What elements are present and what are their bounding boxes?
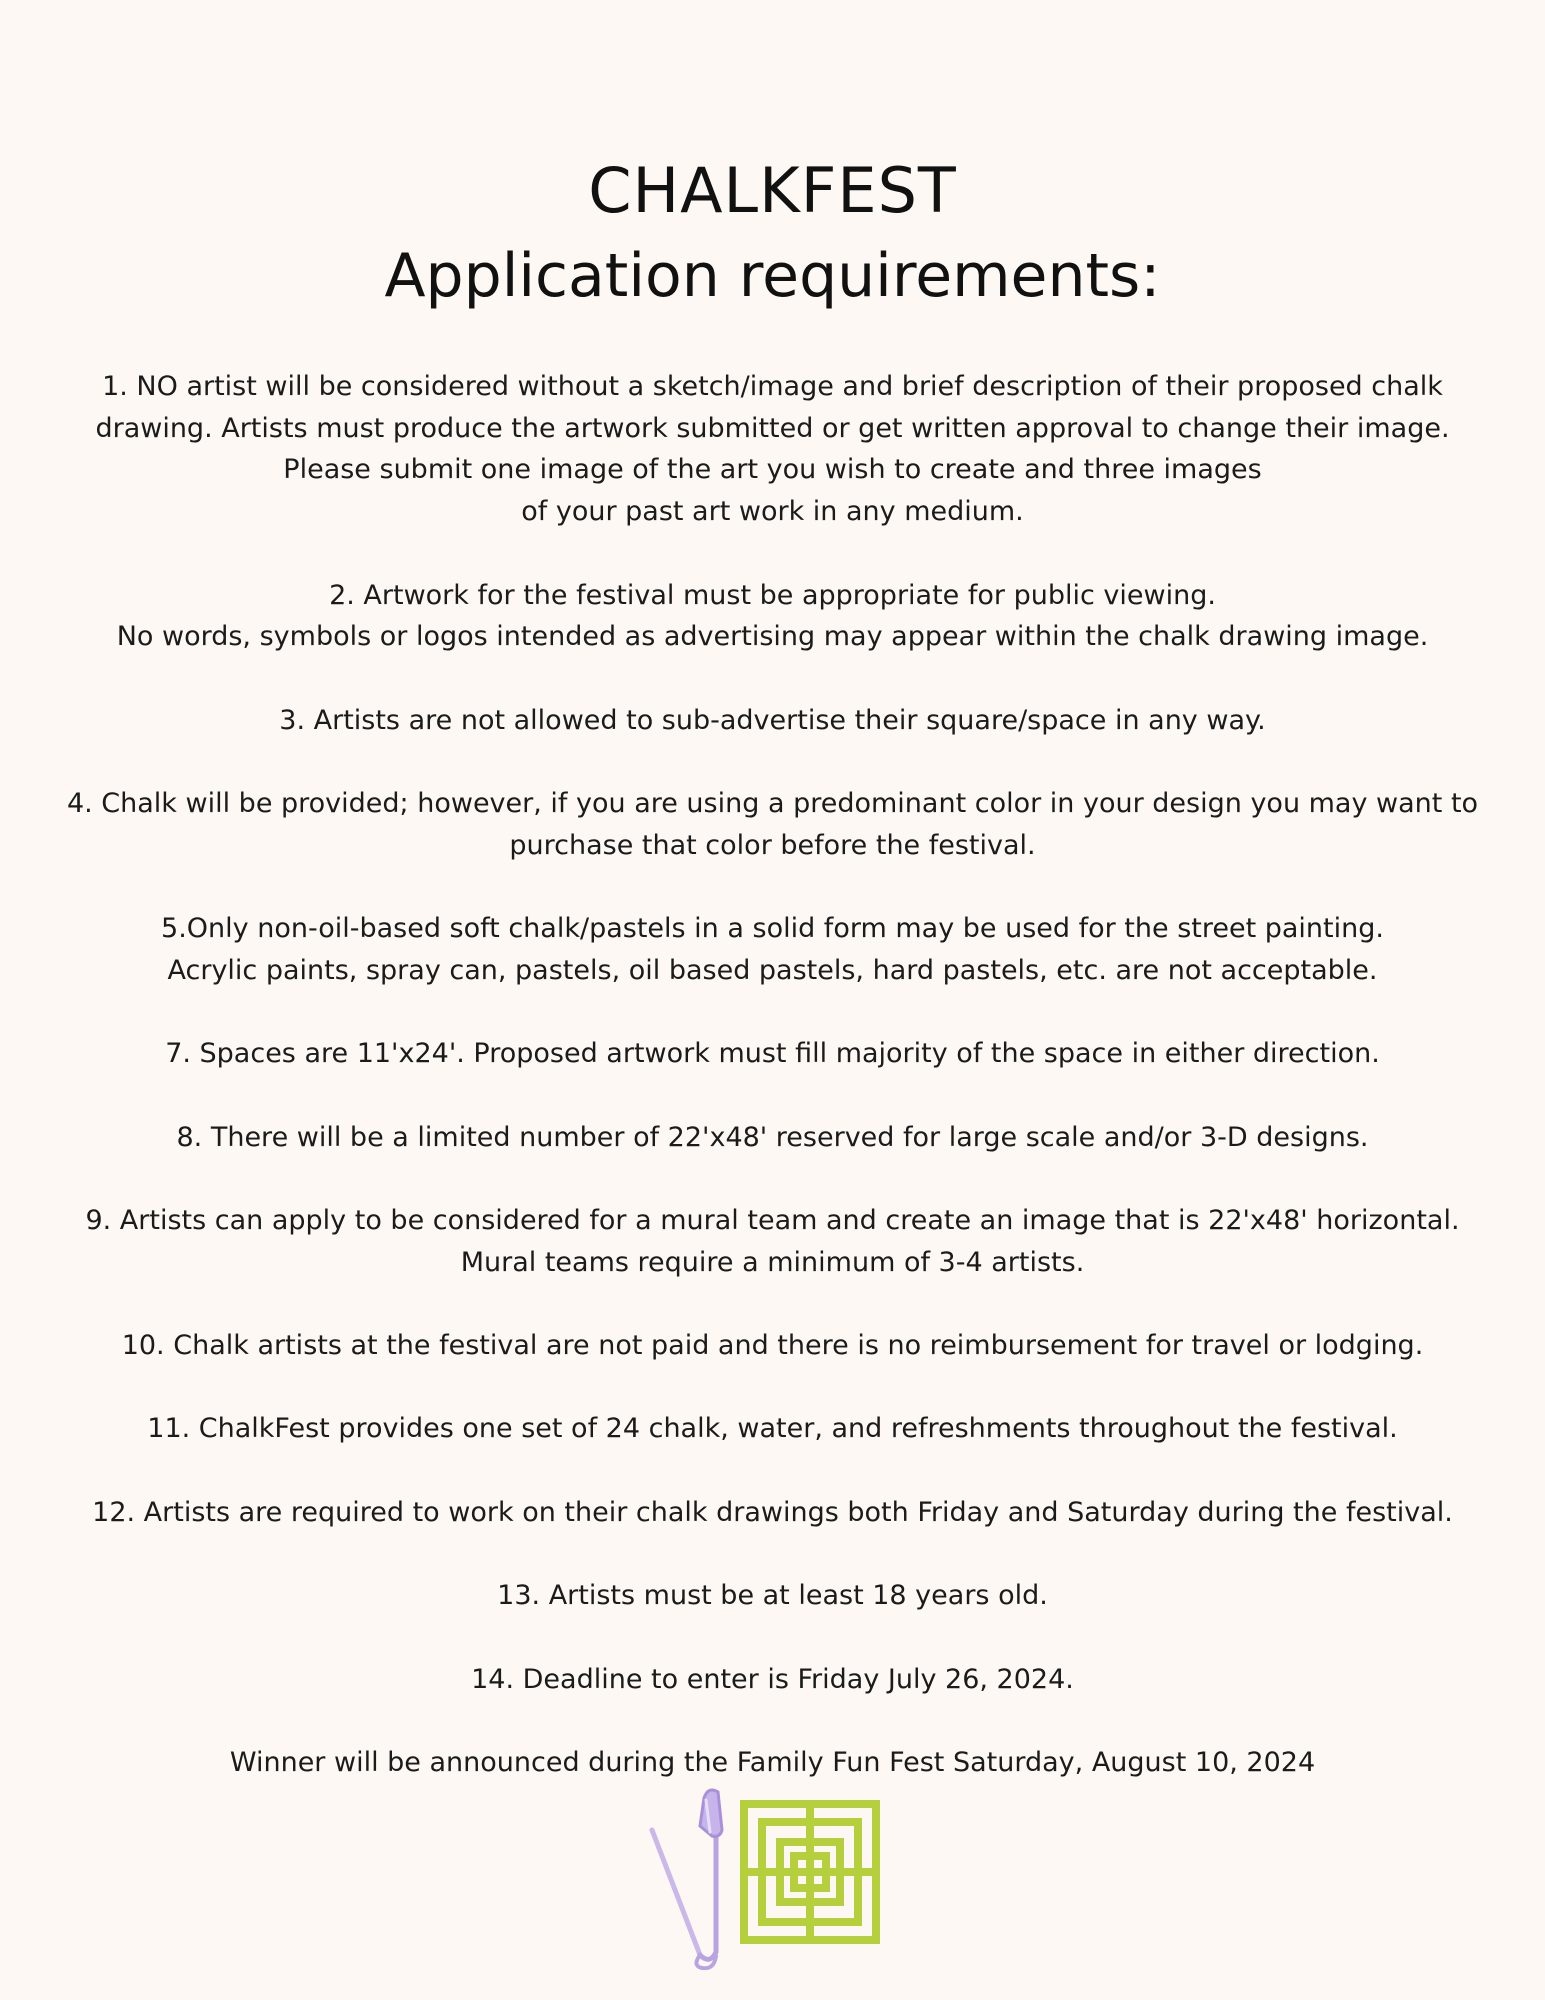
requirement-line: 1. NO artist will be considered without a sketch/image and brief description of their proposed chalk [102,371,1443,402]
requirement-item [30,366,1515,533]
requirement-line: 9. Artists can apply to be considered for a mural team and create an image that is 22'x48' horizontal. [85,1204,1460,1236]
safety-pin-icon [652,1790,722,1968]
requirement-line: drawing. Artists must produce the artwork submitted or get written approval to change their image. [95,412,1450,444]
requirement-item [30,1033,1515,1075]
requirement-line: 2. Artwork for the festival must be appropriate for public viewing. [329,579,1216,611]
page-title: CHALKFEST [588,154,957,227]
requirement-line: Winner will be announced during the Family Fun Fest Saturday, August 10, 2024 [229,1747,1316,1778]
requirements-list [30,366,1515,1825]
requirement-line: 8. There will be a limited number of 22'x48' reserved for large scale and/or 3-D designs. [176,1121,1369,1153]
requirement-item [30,1742,1515,1784]
requirement-item [30,700,1515,742]
requirement-item [30,1117,1515,1159]
requirement-item [30,1575,1515,1617]
requirement-line: No words, symbols or logos intended as advertising may appear within the chalk drawing image. [116,621,1429,653]
logo-graphic [640,1780,900,1970]
requirement-line: 11. ChalkFest provides one set of 24 chalk, water, and refreshments throughout the festival. [147,1413,1398,1445]
requirement-line: Acrylic paints, spray can, pastels, oil based pastels, hard pastels, etc. are not acceptable. [167,954,1378,986]
requirement-line: purchase that color before the festival. [509,829,1036,861]
requirement-line: 12. Artists are required to work on their chalk drawings both Friday and Saturday during the festival. [92,1496,1453,1528]
requirement-item [30,1659,1515,1701]
page-subtitle: Application requirements: [384,241,1161,311]
requirement-line: Mural teams require a minimum of 3-4 artists. [460,1246,1085,1278]
requirement-line: 5.Only non-oil-based soft chalk/pastels in a solid form may be used for the street painting. [161,913,1384,945]
requirement-line: 4. Chalk will be provided; however, if you are using a predominant color in your design you may want to [66,787,1479,819]
requirement-line: 7. Spaces are 11'x24'. Proposed artwork must fill majority of the space in either direction. [165,1038,1380,1070]
square-knot-logo-icon [744,1804,876,1940]
requirement-item [30,1408,1515,1450]
requirement-line: 13. Artists must be at least 18 years old. [497,1580,1048,1612]
requirement-item [30,1325,1515,1367]
requirement-line: 10. Chalk artists at the festival are not paid and there is no reimbursement for travel or lodging. [121,1330,1424,1362]
footer-logo [640,1780,900,1970]
requirement-item [30,908,1515,991]
requirement-line: Please submit one image of the art you wish to create and three images [283,454,1262,486]
requirement-line: 3. Artists are not allowed to sub-advertise their square/space in any way. [279,704,1266,736]
requirement-item [30,1200,1515,1283]
requirement-item [30,575,1515,658]
requirement-line: of your past art work in any medium. [521,496,1024,528]
requirement-item [30,783,1515,866]
requirement-item [30,1492,1515,1534]
requirement-line: 14. Deadline to enter is Friday July 26, 2024. [471,1663,1074,1695]
